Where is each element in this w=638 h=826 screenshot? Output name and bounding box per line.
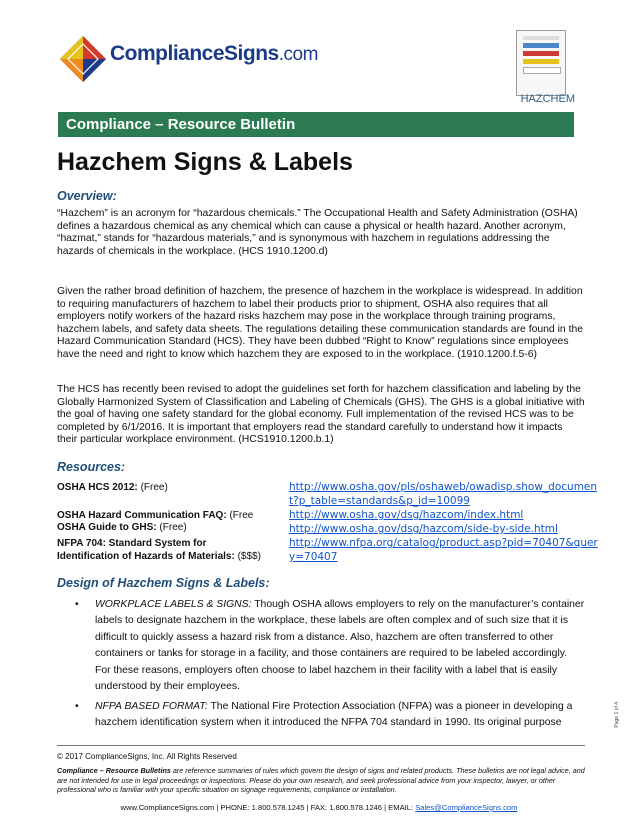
overview-paragraph-1: “Hazchem” is an acronym for “hazardous chemicals.” The Occupational Health and Safety Administration (OSHA) defines a hazardous chemical as any chemical which can cause a physical or health hazard. Another acronym, “hazmat,” stands for “hazardous materials,” and is synonymous with hazchem in regulations addressing the hazards of chemicals in the workplace. (HCS 1910.1200.d)	[57, 208, 578, 257]
logo-word-1: Compliance	[110, 42, 225, 65]
resource-name: OSHA Hazard Communication FAQ:	[57, 510, 227, 521]
copyright-text: © 2017 ComplianceSigns, Inc. All Rights Reserved	[57, 752, 237, 761]
bullet-lead: NFPA BASED FORMAT:	[95, 701, 208, 712]
hazchem-sign-thumbnail	[516, 30, 566, 96]
overview-paragraph-3: The HCS has recently been revised to adopt the guidelines set forth for hazchem classification and labeling by the Globally Harmonized System of Classification and Labeling of Chemicals (GHS). The GHS is a global initiative with the goal of having one safety standard for the global economy. Full implementation of the revised HCS was to be completed by 6/1/2016. It is important that employers read the standard carefully to understand how it impacts their particular workplace environment. (HCS1910.1200.b.1)	[57, 384, 585, 446]
resource-item	[57, 522, 187, 535]
resource-name: NFPA 704: Standard System for	[57, 538, 207, 549]
list-item	[75, 597, 585, 695]
resource-item	[57, 538, 261, 563]
overview-heading: Overview:	[57, 189, 117, 203]
list-item	[75, 699, 585, 732]
bullet-icon: •	[75, 599, 79, 610]
bullet-lead: WORKPLACE LABELS & SIGNS:	[95, 599, 252, 610]
contact-info: www.ComplianceSigns.com | PHONE: 1.800.578.1245 | FAX: 1.800.578.1246 | EMAIL:	[120, 803, 416, 812]
resource-name: OSHA Guide to GHS:	[57, 522, 157, 533]
page-number: Page 1 of 4	[614, 702, 620, 728]
resource-item	[57, 510, 253, 523]
resource-link-nfpa-704[interactable]: http://www.nfpa.org/catalog/product.asp?pid=70407&query=70407	[289, 537, 598, 563]
logo-word-2: Signs	[224, 42, 279, 65]
overview-paragraph-2: Given the rather broad definition of hazchem, the presence of hazchem in the workplace is widespread. In addition to requiring manufacturers of hazchem to label their products prior to shipment, OSHA also requires that all employers notify workers of the hazard risks hazchem may pose in the workplace through training programs, hazchem labels, and safety data sheets. The regulations detailing these communication standards are found in the Hazard Communication Standard (HCS). They have been dubbed “Right to Know” regulations since employees have the need and right to know which hazchem they are exposed to in the workplace. (1910.1200.f.5-6)	[57, 286, 584, 360]
resource-name: OSHA HCS 2012:	[57, 482, 138, 493]
resource-cost: (Free)	[140, 482, 168, 493]
disclaimer	[57, 766, 585, 795]
bullet-icon: •	[75, 701, 79, 712]
disclaimer-text: are reference summaries of rules which govern the design of signs and related products. These bulletins are not legal advice, and are not intended for use in legal proceedings or inspections. Please do your own research, and seek professional advice from your inspector, lawyer, or other professional who is familiar with your specific situation on signage requirements, compliance or installation.	[57, 766, 585, 795]
logo-wordmark	[110, 42, 318, 66]
logo-word-3: .com	[278, 44, 318, 65]
resources-heading: Resources:	[57, 460, 126, 474]
resource-link-osha-hcs[interactable]: http://www.osha.gov/pls/oshaweb/owadisp.show_document?p_table=standards&p_id=10099	[289, 481, 598, 507]
resource-link-hazcom-faq[interactable]: http://www.osha.gov/dsg/hazcom/index.html	[289, 509, 524, 521]
resource-link-ghs-guide[interactable]: http://www.osha.gov/dsg/hazcom/side-by-side.html	[289, 523, 558, 535]
design-heading: Design of Hazchem Signs & Labels:	[57, 576, 270, 590]
email-link[interactable]: Sales@ComplianceSigns.com	[415, 803, 518, 812]
footer-divider	[57, 745, 585, 746]
resource-item	[57, 482, 168, 495]
thumbnail-caption: HAZCHEM	[520, 93, 575, 105]
resource-cost: ($$$)	[237, 550, 261, 562]
page-title: Hazchem Signs & Labels	[57, 148, 353, 176]
compliancesigns-logo-icon	[58, 34, 108, 84]
banner-title: Compliance – Resource Bulletin	[66, 116, 296, 133]
bullet-text: Though OSHA allows employers to rely on the manufacturer’s container labels to designate hazchem in the workplace, these labels are often complex and of such size that it is difficult to quickly assess a hazard risk from a distance. Also, hazchem are often transferred to other containers or tanks for storage in a facility, and those containers are required to be labeled accordingly. For these reasons, employers often choose to label hazchem in their facility with a label that is easily understood by their employees.	[95, 599, 585, 693]
bullet-text: The National Fire Protection Association (NFPA) was a pioneer in developing a hazchem identification system when it introduced the NFPA 704 standard in 1990. Its original purpose	[95, 701, 573, 729]
resource-name-line-2: Identification of Hazards of Materials:	[57, 550, 235, 562]
contact-line	[0, 803, 638, 812]
resource-cost: (Free)	[159, 522, 187, 533]
resource-cost: (Free	[229, 510, 254, 521]
disclaimer-lead: Compliance – Resource Bulletins	[57, 766, 171, 775]
